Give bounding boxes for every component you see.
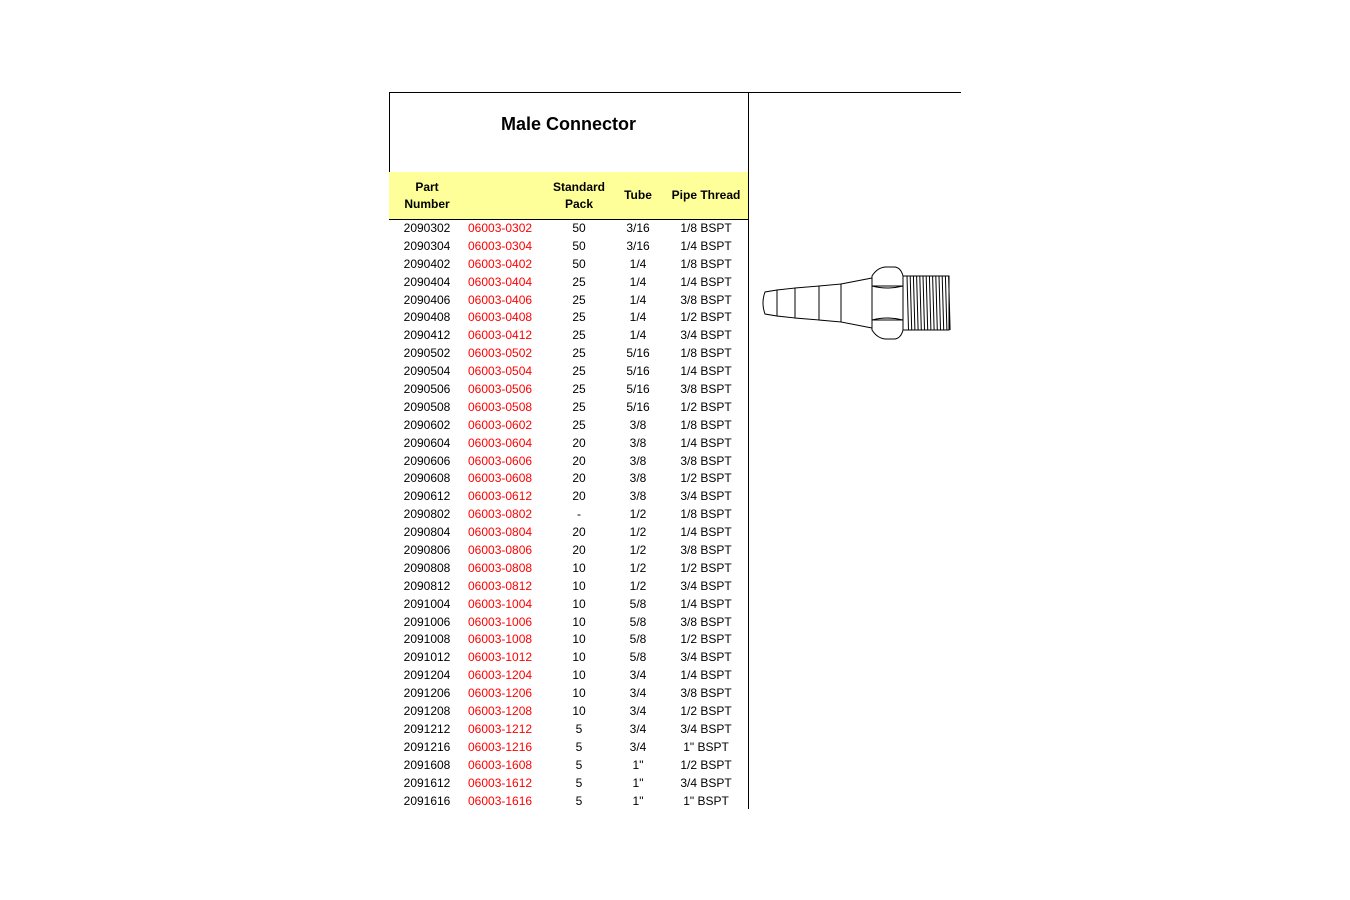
header-standard-pack: Standard Pack bbox=[552, 179, 605, 211]
cell-pipe-thread: 1/4 BSPT bbox=[680, 238, 732, 253]
thread-line bbox=[917, 276, 919, 330]
table-row bbox=[389, 685, 748, 703]
cell-alt-number: 06003-0504 bbox=[468, 364, 533, 379]
table-row bbox=[389, 274, 748, 292]
cell-standard-pack: 25 bbox=[572, 292, 586, 307]
cell-alt-number: 06003-0506 bbox=[468, 382, 533, 397]
cell-tube: 1/2 bbox=[629, 560, 647, 575]
table-row bbox=[389, 649, 748, 667]
cell-part-number: 2090502 bbox=[403, 346, 451, 361]
cell-standard-pack: 10 bbox=[572, 596, 586, 611]
table-row bbox=[389, 506, 748, 524]
cell-part-number: 2090812 bbox=[403, 578, 451, 593]
cell-tube: 5/8 bbox=[629, 632, 647, 647]
cell-alt-number: 06003-1006 bbox=[468, 614, 533, 629]
cell-tube: 1/2 bbox=[629, 525, 647, 540]
table-row bbox=[389, 238, 748, 256]
table-row bbox=[389, 417, 748, 435]
thread-line bbox=[926, 276, 928, 330]
cell-pipe-thread: 1/2 BSPT bbox=[680, 632, 732, 647]
cell-tube: 3/8 bbox=[629, 471, 647, 486]
table-row bbox=[389, 292, 748, 310]
cell-part-number: 2090508 bbox=[403, 399, 451, 414]
cell-tube: 1/4 bbox=[629, 310, 647, 325]
cell-pipe-thread: 1/2 BSPT bbox=[680, 399, 732, 414]
cell-tube: 3/4 bbox=[629, 739, 647, 754]
cell-alt-number: 06003-0502 bbox=[468, 346, 533, 361]
cell-tube: 3/16 bbox=[626, 238, 650, 253]
cell-tube: 1/4 bbox=[629, 256, 647, 271]
cell-standard-pack: 20 bbox=[572, 453, 586, 468]
cell-tube: 3/8 bbox=[629, 489, 647, 504]
cell-tube: 1/2 bbox=[629, 507, 647, 522]
cell-standard-pack: 10 bbox=[572, 578, 586, 593]
cell-alt-number: 06003-0612 bbox=[468, 489, 533, 504]
cell-alt-number: 06003-1212 bbox=[468, 721, 533, 736]
cell-pipe-thread: 1/8 BSPT bbox=[680, 507, 732, 522]
cell-alt-number: 06003-1204 bbox=[468, 668, 533, 683]
cell-tube: 3/4 bbox=[629, 704, 647, 719]
cell-part-number: 2090612 bbox=[403, 489, 451, 504]
thread-line bbox=[910, 276, 912, 330]
cell-pipe-thread: 3/8 BSPT bbox=[680, 292, 732, 307]
cell-tube: 3/16 bbox=[626, 221, 650, 235]
cell-alt-number: 06003-0602 bbox=[468, 417, 533, 432]
cell-pipe-thread: 3/8 BSPT bbox=[680, 543, 732, 558]
cell-pipe-thread: 3/8 BSPT bbox=[680, 453, 732, 468]
thread-line bbox=[933, 276, 935, 330]
cell-pipe-thread: 1/4 BSPT bbox=[680, 668, 732, 683]
cell-tube: 3/8 bbox=[629, 435, 647, 450]
cell-alt-number: 06003-1208 bbox=[468, 704, 533, 719]
table-row bbox=[389, 793, 748, 811]
cell-part-number: 2090402 bbox=[403, 256, 451, 271]
table-header bbox=[389, 172, 748, 220]
cell-part-number: 2090802 bbox=[403, 507, 451, 522]
cell-pipe-thread: 3/4 BSPT bbox=[680, 775, 732, 790]
cell-tube: 5/8 bbox=[629, 596, 647, 611]
cell-standard-pack: 10 bbox=[572, 632, 586, 647]
table-row bbox=[389, 524, 748, 542]
cell-tube: 5/16 bbox=[626, 364, 650, 379]
cell-alt-number: 06003-0508 bbox=[468, 399, 533, 414]
cell-alt-number: 06003-0402 bbox=[468, 256, 533, 271]
thread-line bbox=[920, 276, 922, 330]
cell-alt-number: 06003-0604 bbox=[468, 435, 533, 450]
cell-part-number: 2090808 bbox=[403, 560, 451, 575]
cell-standard-pack: 10 bbox=[572, 668, 586, 683]
cell-part-number: 2091204 bbox=[403, 668, 451, 683]
cell-standard-pack: 5 bbox=[575, 721, 583, 736]
male-connector-drawing-icon bbox=[757, 262, 953, 344]
cell-pipe-thread: 3/4 BSPT bbox=[680, 650, 732, 665]
cell-tube: 1" bbox=[632, 757, 644, 772]
cell-standard-pack: 10 bbox=[572, 650, 586, 665]
header-part-number: Part Number bbox=[404, 179, 450, 211]
cell-alt-number: 06003-0804 bbox=[468, 525, 533, 540]
cell-tube: 3/8 bbox=[629, 453, 647, 468]
top-rule bbox=[389, 92, 961, 93]
thread-line bbox=[942, 276, 944, 330]
table-row bbox=[389, 703, 748, 721]
thread-line bbox=[929, 276, 931, 330]
cell-tube: 5/8 bbox=[629, 650, 647, 665]
cell-pipe-thread: 1/4 BSPT bbox=[680, 525, 732, 540]
cell-pipe-thread: 1" BSPT bbox=[683, 739, 729, 754]
cell-part-number: 2091006 bbox=[403, 614, 451, 629]
cell-alt-number: 06003-0404 bbox=[468, 274, 533, 289]
table-row bbox=[389, 542, 748, 560]
cell-pipe-thread: 1/8 BSPT bbox=[680, 221, 732, 235]
cell-standard-pack: - bbox=[577, 507, 581, 522]
table-row bbox=[389, 435, 748, 453]
cell-pipe-thread: 1" BSPT bbox=[683, 793, 729, 808]
cell-alt-number: 06003-1216 bbox=[468, 739, 533, 754]
cell-part-number: 2090304 bbox=[403, 238, 451, 253]
cell-alt-number: 06003-1008 bbox=[468, 632, 533, 647]
cell-pipe-thread: 1/4 BSPT bbox=[680, 274, 732, 289]
cell-tube: 3/8 bbox=[629, 417, 647, 432]
cell-standard-pack: 20 bbox=[572, 543, 586, 558]
cell-standard-pack: 10 bbox=[572, 560, 586, 575]
cell-tube: 3/4 bbox=[629, 721, 647, 736]
cell-tube: 5/16 bbox=[626, 399, 650, 414]
cell-pipe-thread: 1/8 BSPT bbox=[680, 256, 732, 271]
cell-standard-pack: 5 bbox=[575, 793, 583, 808]
cell-standard-pack: 10 bbox=[572, 614, 586, 629]
table-row bbox=[389, 614, 748, 632]
cell-alt-number: 06003-0606 bbox=[468, 453, 533, 468]
thread-line bbox=[907, 276, 909, 330]
cell-pipe-thread: 1/4 BSPT bbox=[680, 364, 732, 379]
cell-alt-number: 06003-0304 bbox=[468, 238, 533, 253]
cell-part-number: 2091208 bbox=[403, 704, 451, 719]
cell-part-number: 2091004 bbox=[403, 596, 451, 611]
table-row bbox=[389, 739, 748, 757]
cell-pipe-thread: 3/4 BSPT bbox=[680, 721, 732, 736]
cell-standard-pack: 20 bbox=[572, 435, 586, 450]
table-row bbox=[389, 667, 748, 685]
cell-standard-pack: 25 bbox=[572, 328, 586, 343]
cell-part-number: 2090602 bbox=[403, 417, 451, 432]
cell-standard-pack: 25 bbox=[572, 274, 586, 289]
cell-part-number: 2091206 bbox=[403, 686, 451, 701]
cell-pipe-thread: 1/8 BSPT bbox=[680, 417, 732, 432]
table-row bbox=[389, 363, 748, 381]
cell-pipe-thread: 1/8 BSPT bbox=[680, 346, 732, 361]
table-row bbox=[389, 757, 748, 775]
cell-standard-pack: 10 bbox=[572, 704, 586, 719]
cell-pipe-thread: 3/8 BSPT bbox=[680, 382, 732, 397]
cell-standard-pack: 50 bbox=[572, 238, 586, 253]
thread-line bbox=[923, 276, 925, 330]
page-title: Male Connector bbox=[500, 114, 637, 134]
cell-standard-pack: 20 bbox=[572, 471, 586, 486]
cell-alt-number: 06003-1206 bbox=[468, 686, 533, 701]
cell-standard-pack: 50 bbox=[572, 221, 586, 235]
cell-standard-pack: 5 bbox=[575, 757, 583, 772]
cell-standard-pack: 10 bbox=[572, 686, 586, 701]
cell-alt-number: 06003-0406 bbox=[468, 292, 533, 307]
cell-tube: 1/2 bbox=[629, 578, 647, 593]
cell-part-number: 2090604 bbox=[403, 435, 451, 450]
cell-part-number: 2090412 bbox=[403, 328, 451, 343]
cell-part-number: 2091008 bbox=[403, 632, 451, 647]
table-row bbox=[389, 381, 748, 399]
cell-tube: 1/2 bbox=[629, 543, 647, 558]
cell-pipe-thread: 1/2 BSPT bbox=[680, 471, 732, 486]
cell-part-number: 2090506 bbox=[403, 382, 451, 397]
cell-standard-pack: 5 bbox=[575, 739, 583, 754]
cell-part-number: 2091216 bbox=[403, 739, 451, 754]
cell-standard-pack: 25 bbox=[572, 417, 586, 432]
cell-alt-number: 06003-1616 bbox=[468, 793, 533, 808]
table-row bbox=[389, 453, 748, 471]
column-divider bbox=[748, 92, 749, 809]
cell-pipe-thread: 1/4 BSPT bbox=[680, 596, 732, 611]
cell-part-number: 2090406 bbox=[403, 292, 451, 307]
table-row bbox=[389, 345, 748, 363]
cell-tube: 3/4 bbox=[629, 686, 647, 701]
cell-part-number: 2090608 bbox=[403, 471, 451, 486]
cell-alt-number: 06003-1608 bbox=[468, 757, 533, 772]
cell-alt-number: 06003-0408 bbox=[468, 310, 533, 325]
thread-line bbox=[945, 276, 947, 330]
table-row bbox=[389, 775, 748, 793]
cell-part-number: 2090404 bbox=[403, 274, 451, 289]
cell-standard-pack: 50 bbox=[572, 256, 586, 271]
table-row bbox=[389, 470, 748, 488]
header-tube: Tube bbox=[624, 188, 652, 202]
cell-part-number: 2090606 bbox=[403, 453, 451, 468]
cell-pipe-thread: 1/2 BSPT bbox=[680, 560, 732, 575]
table-body bbox=[389, 220, 748, 810]
cell-tube: 5/8 bbox=[629, 614, 647, 629]
cell-tube: 3/4 bbox=[629, 668, 647, 683]
cell-pipe-thread: 1/4 BSPT bbox=[680, 435, 732, 450]
header-alt-number bbox=[468, 172, 534, 219]
cell-alt-number: 06003-0806 bbox=[468, 543, 533, 558]
table-row bbox=[389, 220, 748, 238]
cell-standard-pack: 25 bbox=[572, 399, 586, 414]
cell-pipe-thread: 3/8 BSPT bbox=[680, 686, 732, 701]
cell-alt-number: 06003-0812 bbox=[468, 578, 533, 593]
table-row bbox=[389, 327, 748, 345]
cell-part-number: 2090302 bbox=[403, 221, 451, 235]
table-row bbox=[389, 399, 748, 417]
cell-pipe-thread: 3/4 BSPT bbox=[680, 489, 732, 504]
cell-tube: 1" bbox=[632, 793, 644, 808]
cell-pipe-thread: 1/2 BSPT bbox=[680, 757, 732, 772]
table-row bbox=[389, 560, 748, 578]
table-row bbox=[389, 309, 748, 327]
cell-standard-pack: 25 bbox=[572, 346, 586, 361]
cell-part-number: 2090504 bbox=[403, 364, 451, 379]
cell-standard-pack: 20 bbox=[572, 525, 586, 540]
cell-alt-number: 06003-0302 bbox=[468, 221, 533, 235]
table-row bbox=[389, 631, 748, 649]
cell-part-number: 2090806 bbox=[403, 543, 451, 558]
cell-pipe-thread: 3/4 BSPT bbox=[680, 328, 732, 343]
cell-part-number: 2091212 bbox=[403, 721, 451, 736]
cell-alt-number: 06003-0802 bbox=[468, 507, 533, 522]
cell-tube: 5/16 bbox=[626, 346, 650, 361]
table-row bbox=[389, 578, 748, 596]
cell-pipe-thread: 1/2 BSPT bbox=[680, 704, 732, 719]
cell-pipe-thread: 3/4 BSPT bbox=[680, 578, 732, 593]
table-row bbox=[389, 488, 748, 506]
catalog-sheet bbox=[389, 92, 961, 809]
cell-standard-pack: 20 bbox=[572, 489, 586, 504]
cell-tube: 1/4 bbox=[629, 292, 647, 307]
cell-part-number: 2090804 bbox=[403, 525, 451, 540]
thread-line bbox=[913, 276, 915, 330]
cell-pipe-thread: 3/8 BSPT bbox=[680, 614, 732, 629]
table-row bbox=[389, 256, 748, 274]
cell-part-number: 2091012 bbox=[403, 650, 451, 665]
cell-part-number: 2091608 bbox=[403, 757, 451, 772]
cell-part-number: 2091616 bbox=[403, 793, 451, 808]
cell-alt-number: 06003-1004 bbox=[468, 596, 533, 611]
cell-tube: 1/4 bbox=[629, 274, 647, 289]
cell-part-number: 2090408 bbox=[403, 310, 451, 325]
cell-part-number: 2091612 bbox=[403, 775, 451, 790]
cell-standard-pack: 25 bbox=[572, 382, 586, 397]
thread-line bbox=[939, 276, 941, 330]
cell-standard-pack: 5 bbox=[575, 775, 583, 790]
table-row bbox=[389, 596, 748, 614]
cell-pipe-thread: 1/2 BSPT bbox=[680, 310, 732, 325]
cell-tube: 1" bbox=[632, 775, 644, 790]
cell-standard-pack: 25 bbox=[572, 310, 586, 325]
cell-alt-number: 06003-0808 bbox=[468, 560, 533, 575]
cell-tube: 5/16 bbox=[626, 382, 650, 397]
cell-tube: 1/4 bbox=[629, 328, 647, 343]
cell-alt-number: 06003-0412 bbox=[468, 328, 533, 343]
cell-alt-number: 06003-1012 bbox=[468, 650, 533, 665]
cell-alt-number: 06003-0608 bbox=[468, 471, 533, 486]
table-row bbox=[389, 721, 748, 739]
header-pipe-thread: Pipe Thread bbox=[671, 188, 741, 202]
thread-line bbox=[936, 276, 938, 330]
cell-alt-number: 06003-1612 bbox=[468, 775, 533, 790]
cell-standard-pack: 25 bbox=[572, 364, 586, 379]
